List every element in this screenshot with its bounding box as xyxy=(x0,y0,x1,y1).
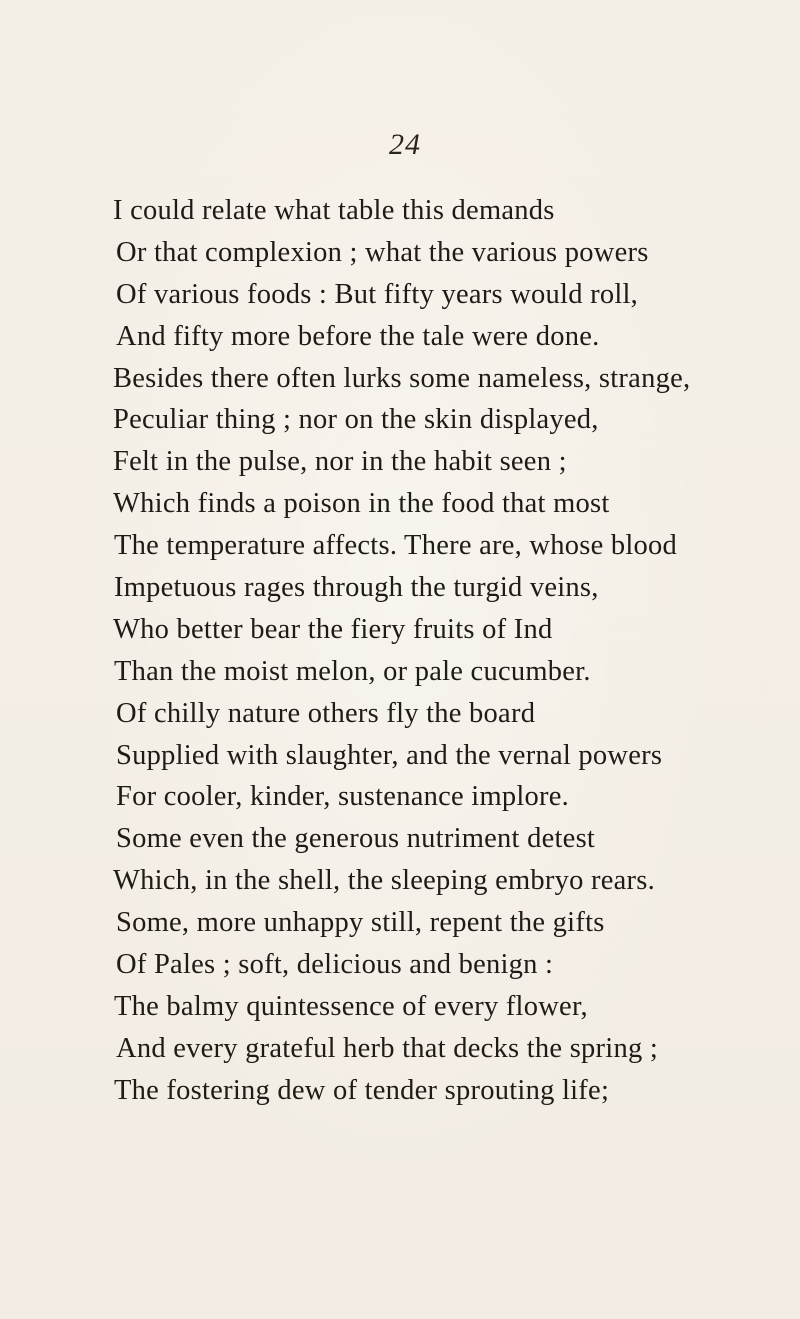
page-number: 24 xyxy=(389,128,421,161)
poem-line: I could relate what table this demands xyxy=(113,195,555,226)
poem-line: And every grateful herb that decks the spring ; xyxy=(116,1032,658,1064)
poem-line: Besides there often lurks some nameless, strange, xyxy=(113,362,691,394)
poem-line: Felt in the pulse, nor in the habit seen ; xyxy=(113,446,567,478)
poem-line: Of various foods : But fifty years would roll, xyxy=(116,278,639,310)
poem-text xyxy=(113,190,800,1112)
poem-line: Which finds a poison in the food that most xyxy=(113,488,610,520)
poem-line: For cooler, kinder, sustenance implore. xyxy=(116,781,570,813)
poem-line: The fostering dew of tender sprouting life; xyxy=(114,1074,610,1106)
poem-line: Who better bear the fiery fruits of Ind xyxy=(113,613,553,645)
poem-line: Impetuous rages through the turgid veins, xyxy=(114,572,599,604)
poem-line: Supplied with slaughter, and the vernal powers xyxy=(116,739,663,771)
poem-line: The balmy quintessence of every flower, xyxy=(114,990,588,1022)
poem-line: Some even the generous nutriment detest xyxy=(116,823,596,855)
poem-line: And fifty more before the tale were done. xyxy=(116,320,600,352)
poem-line: Than the moist melon, or pale cucumber. xyxy=(114,655,591,687)
poem-line: The temperature affects. There are, whose blood xyxy=(114,530,678,562)
poem-line: Which, in the shell, the sleeping embryo rears. xyxy=(113,865,656,897)
poem-line: Some, more unhappy still, repent the gifts xyxy=(116,907,605,939)
poem-line: Of Pales ; soft, delicious and benign : xyxy=(116,949,554,981)
poem-line: Or that complexion ; what the various powers xyxy=(116,236,649,268)
poem-line: Of chilly nature others fly the board xyxy=(116,697,536,729)
poem-line: Peculiar thing ; nor on the skin displayed, xyxy=(113,404,599,436)
